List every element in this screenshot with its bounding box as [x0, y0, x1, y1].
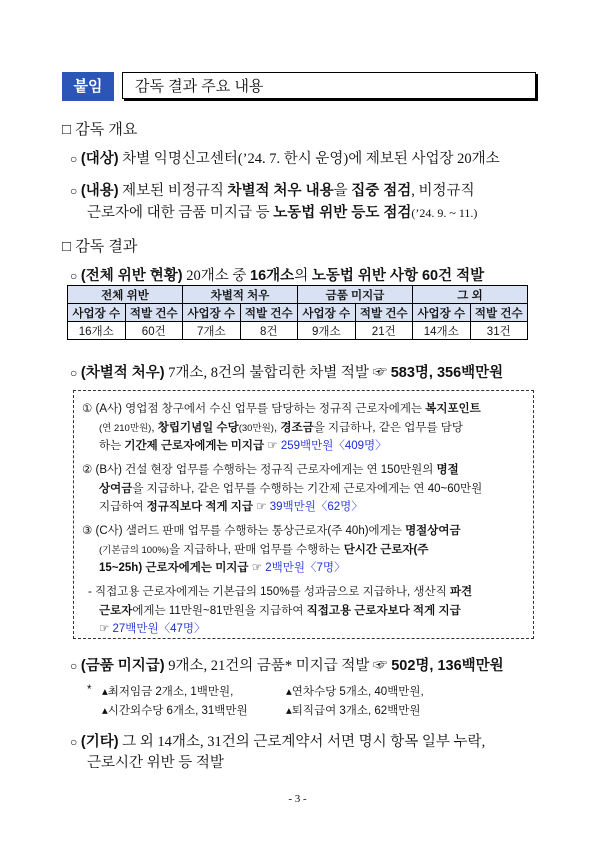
case-b-line1: ② (B사) 건설 현장 업무를 수행하는 정규직 근로자에게는 연 150만원의 명절 [82, 464, 459, 476]
bullet-icon: ○ [70, 184, 78, 198]
footnote-star: * [87, 684, 92, 696]
case-a-line3: 하는 기간제 근로자에게는 미지급 ☞ 259백만원〈409명〉 [99, 440, 387, 452]
table-cell: 8건 [240, 322, 298, 340]
bullet-icon: ○ [70, 659, 78, 673]
attachment-badge: 붙임 [62, 72, 114, 101]
case-c-line2: (기본급의 100%)을 지급하나, 판매 업무를 수행하는 단시간 근로자(주 [99, 544, 429, 556]
bullet-icon: ○ [70, 366, 78, 380]
overview-target: ○ (대상) 차별 익명신고센터(’24. 7. 한시 운영)에 제보된 사업장 20개소 [70, 151, 500, 167]
table-subheader: 사업장 수 [183, 304, 241, 322]
case-c-line1: ③ (C사) 샐러드 판매 업무를 수행하는 통상근로자(주 40h)에게는 명절상여금 [82, 525, 461, 537]
table-group-header: 차별적 처우 [183, 286, 298, 304]
table-group-header: 그 외 [413, 286, 528, 304]
footnote-item: ▴퇴직급여 3개소, 62백만원 [286, 705, 421, 717]
case-a-line2: (연 210만원), 창립기념일 수당(30만원), 경조금을 지급하나, 같은 업무를 담당 [99, 422, 463, 434]
case-d-line1: - 직접고용 근로자에게는 기본급의 150%를 성과금으로 지급하나, 생산직 파견 [88, 586, 473, 598]
case-b-line2: 상여금을 지급하나, 같은 업무를 수행하는 기간제 근로자에게는 연 40~60만원 [99, 483, 483, 495]
table-subheader: 사업장 수 [298, 304, 356, 322]
table-subheader: 적발 건수 [355, 304, 413, 322]
case-d-line2: 근로자에게는 11만원~81만원을 지급하여 직접고용 근로자보다 적게 지급 [99, 605, 461, 617]
attachment-title: 감독 결과 주요 내용 [122, 72, 536, 99]
footnote-item: ▴시간외수당 6개소, 31백만원 [102, 705, 248, 717]
table-subheader: 적발 건수 [470, 304, 528, 322]
table-cell: 31건 [470, 322, 528, 340]
table-cell: 9개소 [298, 322, 356, 340]
discrimination-line: ○ (차별적 처우) 7개소, 8건의 불합리한 차별 적발 ☞ 583명, 356백만원 [70, 365, 504, 381]
table-subheader: 적발 건수 [125, 304, 183, 322]
bullet-icon: ○ [70, 269, 78, 283]
table-cell: 16개소 [68, 322, 126, 340]
total-violations-line: ○ (전체 위반 현황) 20개소 중 16개소의 노동법 위반 사항 60건 적발 [70, 268, 485, 284]
table-subheader: 적발 건수 [240, 304, 298, 322]
case-d-line3: ☞ 27백만원〈47명〉 [99, 623, 206, 635]
page-number: - 3 - [288, 793, 307, 805]
table-subheader: 사업장 수 [413, 304, 471, 322]
case-b-line3: 지급하여 정규직보다 적게 지급 ☞ 39백만원〈62명〉 [99, 501, 363, 513]
section-results-title: □ 감독 결과 [62, 238, 138, 255]
table-cell: 14개소 [413, 322, 471, 340]
overview-content-line2: 근로자에 대한 금품 미지급 등 노동법 위반 등도 점검(’24. 9. ~ 11.) [87, 205, 478, 221]
other-line2: 근로시간 위반 등 적발 [87, 755, 224, 771]
table-cell: 7개소 [183, 322, 241, 340]
other-line1: ○ (기타) 그 외 14개소, 31건의 근로계약서 서면 명시 항목 일부 누락, [70, 734, 486, 750]
case-a-line1: ① (A사) 영업점 창구에서 수신 업무를 담당하는 정규직 근로자에게는 복지포인트 [82, 403, 481, 415]
case-c-line3: 15~25h) 근로자에게는 미지급 ☞ 2백만원〈7명〉 [99, 562, 346, 574]
violation-summary-table [67, 285, 528, 340]
bullet-icon: ○ [70, 152, 78, 166]
unpaid-line: ○ (금품 미지급) 9개소, 21건의 금품* 미지급 적발 ☞ 502명, 136백만원 [70, 658, 504, 674]
discrimination-cases-box [73, 390, 534, 639]
table-cell: 21건 [355, 322, 413, 340]
footnote-item: ▴최저임금 2개소, 1백만원, [102, 686, 234, 698]
table-subheader: 사업장 수 [68, 304, 126, 322]
footnote-item: ▴연차수당 5개소, 40백만원, [286, 686, 424, 698]
bullet-icon: ○ [70, 735, 78, 749]
table-group-header: 전체 위반 [68, 286, 183, 304]
overview-content-line1: ○ (내용) 제보된 비정규직 차별적 처우 내용을 집중 점검, 비정규직 [70, 183, 475, 199]
table-group-header: 금품 미지급 [298, 286, 413, 304]
section-overview-title: □ 감독 개요 [62, 121, 138, 138]
table-cell: 60건 [125, 322, 183, 340]
